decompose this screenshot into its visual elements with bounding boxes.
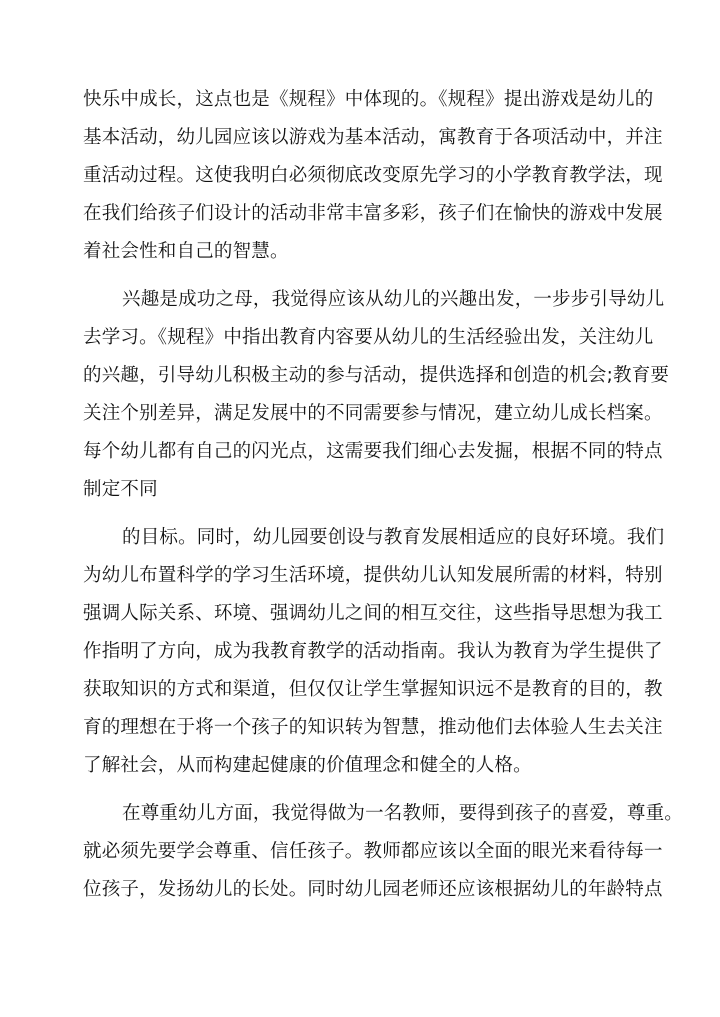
text-line: 为幼儿布置科学的学习生活环境，提供幼儿认知发展所需的材料，特别 (83, 565, 663, 586)
text-line: 了解社会，从而构建起健康的价值理念和健全的人格。 (83, 755, 532, 776)
text-line: 快乐中成长，这点也是《规程》中体现的。《规程》提出游戏是幼儿的 (83, 89, 654, 110)
text-line: 获取知识的方式和渠道，但仅仅让学生掌握知识远不是教育的目的，教 (83, 679, 663, 700)
text-line: 位孩子，发扬幼儿的长处。同时幼儿园老师还应该根据幼儿的年龄特点 (83, 879, 663, 900)
text-line: 兴趣是成功之母，我觉得应该从幼儿的兴趣出发，一步步引导幼儿 (122, 289, 665, 310)
text-line: 去学习。《规程》中指出教育内容要从幼儿的生活经验出发，关注幼儿 (83, 327, 654, 348)
text-line: 在我们给孩子们设计的活动非常丰富多彩，孩子们在愉快的游戏中发展 (83, 203, 663, 224)
text-line: 育的理想在于将一个孩子的知识转为智慧，推动他们去体验人生去关注 (83, 717, 663, 738)
text-line: 的兴趣，引导幼儿积极主动的参与活动，提供选择和创造的机会;教育要 (83, 365, 670, 386)
text-line: 重活动过程。这使我明白必须彻底改变原先学习的小学教育教学法，现 (83, 165, 663, 186)
text-line: 着社会性和自己的智慧。 (83, 241, 289, 262)
text-line: 每个幼儿都有自己的闪光点，这需要我们细心去发掘，根据不同的特点 (83, 441, 663, 462)
text-line: 基本活动，幼儿园应该以游戏为基本活动，寓教育于各项活动中，并注 (83, 127, 663, 148)
text-line: 关注个别差异，满足发展中的不同需要参与情况，建立幼儿成长档案。 (83, 403, 663, 424)
text-line: 制定不同 (83, 479, 158, 500)
text-line: 作指明了方向，成为我教育教学的活动指南。我认为教育为学生提供了 (83, 641, 663, 662)
text-line: 强调人际关系、环境、强调幼儿之间的相互交往，这些指导思想为我工 (83, 603, 663, 624)
text-line: 就必须先要学会尊重、信任孩子。教师都应该以全面的眼光来看待每一 (83, 841, 663, 862)
text-line: 在尊重幼儿方面，我觉得做为一名教师，要得到孩子的喜爱，尊重。 (122, 803, 684, 824)
text-line: 的目标。同时，幼儿园要创设与教育发展相适应的良好环境。我们 (122, 527, 665, 548)
